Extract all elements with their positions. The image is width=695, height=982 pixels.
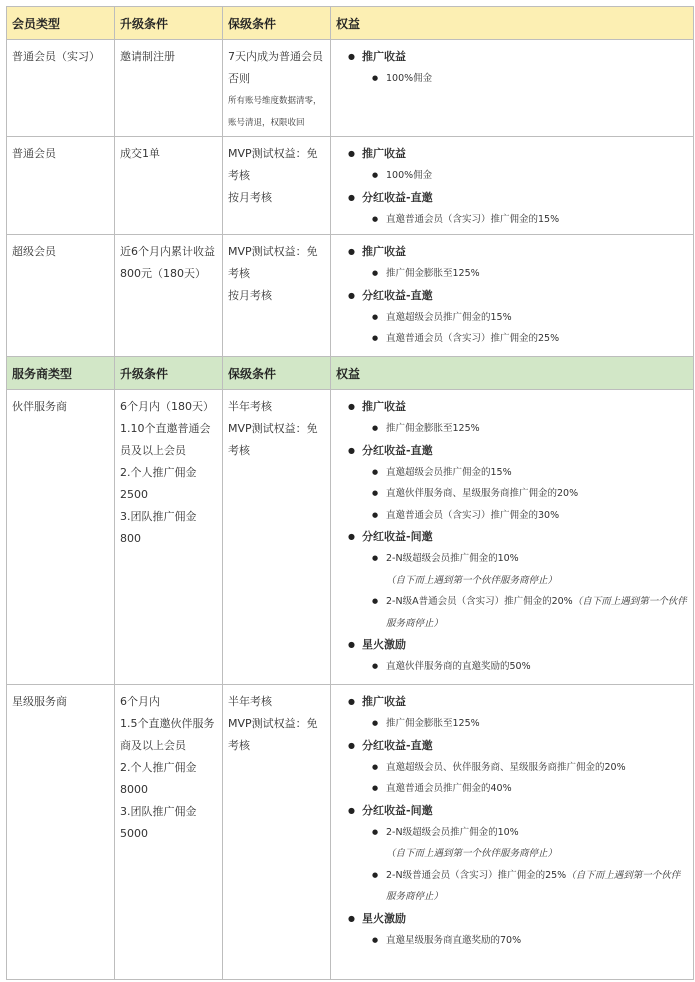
benefit-items <box>362 713 688 735</box>
upgrade-line: 成交1单 <box>120 147 160 160</box>
benefit-item <box>372 778 688 800</box>
type-label: 普通会员 <box>12 147 56 160</box>
upgrade-line: 2.个人推广佣金8000 <box>120 761 197 796</box>
table-row <box>7 235 694 357</box>
benefit-item-note: （自下而上遇到第一个伙伴服务商停止） <box>386 574 558 586</box>
header-row <box>7 357 694 390</box>
benefit-item-text: 直邀普通会员（含实习）推广佣金的15% <box>386 213 560 225</box>
benefit-item-text: 2-N级普通会员（含实习）推广佣金的25% <box>386 869 567 881</box>
benefit-title: 推广收益 <box>362 147 406 160</box>
header-cell: 升级条件 <box>115 357 223 390</box>
keep-line: MVP测试权益：免考核 <box>228 245 318 280</box>
benefits-cell <box>331 137 694 235</box>
upgrade-line: 3.团队推广佣金800 <box>120 510 197 545</box>
benefit-item <box>372 865 688 908</box>
header-cell: 升级条件 <box>115 7 223 40</box>
benefit-group <box>348 691 688 735</box>
benefit-item-text: 100%佣金 <box>386 170 433 181</box>
keep-cell <box>223 137 331 235</box>
upgrade-cell <box>115 40 223 137</box>
type-label: 伙伴服务商 <box>12 400 67 413</box>
benefit-items <box>362 418 688 440</box>
benefit-item-text: 推广佣金膨胀至125% <box>386 718 480 729</box>
header-cell: 保级条件 <box>223 357 331 390</box>
benefit-title: 分红收益-直邀 <box>362 738 433 752</box>
benefit-items <box>362 822 688 908</box>
benefit-item <box>372 548 688 591</box>
benefits-cell <box>331 40 694 137</box>
benefit-item <box>372 68 688 90</box>
benefit-item <box>372 757 688 779</box>
upgrade-cell <box>115 137 223 235</box>
benefit-title: 星火激励 <box>362 911 406 925</box>
benefit-item <box>372 713 688 735</box>
header-cell: 权益 <box>331 357 694 390</box>
type-cell <box>7 137 115 235</box>
benefit-item <box>372 165 688 187</box>
benefit-item-text: 2-N级超级会员推广佣金的10% <box>386 553 519 564</box>
benefit-group <box>348 735 688 800</box>
keep-line: 按月考核 <box>228 289 272 302</box>
benefits-cell <box>331 390 694 685</box>
benefit-items <box>362 209 688 231</box>
table-row <box>7 40 694 137</box>
keep-cell <box>223 685 331 980</box>
upgrade-line: 6个月内 <box>120 695 160 708</box>
keep-line: 半年考核 <box>228 400 272 413</box>
benefit-group <box>348 800 688 908</box>
benefit-items <box>362 930 688 952</box>
keep-note: 所有账号维度数据清零，账号清退，权限收回 <box>228 96 322 128</box>
benefit-items <box>362 165 688 187</box>
keep-line: 半年考核 <box>228 695 272 708</box>
benefit-item-text: 直邀超级会员推广佣金的15% <box>386 466 512 478</box>
benefit-title: 分红收益-直邀 <box>362 443 433 457</box>
benefit-item-text: 直邀伙伴服务商、星级服务商推广佣金的20% <box>386 488 579 499</box>
benefit-group <box>348 241 688 285</box>
upgrade-line: 近6个月内累计收益800元（180天） <box>120 245 215 280</box>
type-label: 星级服务商 <box>12 695 67 708</box>
benefit-list <box>336 685 688 951</box>
header-cell: 会员类型 <box>7 7 115 40</box>
benefit-group <box>348 396 688 440</box>
benefit-item-text: 直邀超级会员推广佣金的15% <box>386 311 512 323</box>
benefit-item-note: （自下而上遇到第一个伙伴服务商停止） <box>386 596 687 629</box>
benefit-item-text: 直邀普通会员推广佣金的40% <box>386 783 512 794</box>
benefit-item <box>372 307 688 329</box>
benefit-items <box>362 307 688 350</box>
keep-line: 按月考核 <box>228 191 272 204</box>
benefit-group <box>348 285 688 350</box>
benefit-item <box>372 418 688 440</box>
benefit-group <box>348 440 688 527</box>
benefit-item <box>372 483 688 505</box>
benefit-title: 分红收益-直邀 <box>362 288 433 302</box>
upgrade-cell <box>115 235 223 357</box>
upgrade-line: 3.团队推广佣金5000 <box>120 805 197 840</box>
type-cell <box>7 235 115 357</box>
table-row <box>7 685 694 980</box>
benefit-title: 分红收益-间邀 <box>362 530 433 543</box>
keep-cell <box>223 235 331 357</box>
benefit-group <box>348 143 688 187</box>
upgrade-line: 1.5个直邀伙伴服务商及以上会员 <box>120 717 215 752</box>
benefit-list <box>336 390 688 678</box>
header-cell: 服务商类型 <box>7 357 115 390</box>
keep-line: 否则 <box>228 72 250 85</box>
benefit-items <box>362 548 688 634</box>
benefit-items <box>362 68 688 90</box>
upgrade-cell <box>115 390 223 685</box>
upgrade-line: 2.个人推广佣金2500 <box>120 466 197 501</box>
upgrade-line: 邀请制注册 <box>120 50 175 63</box>
type-cell <box>7 390 115 685</box>
type-label: 普通会员（实习） <box>12 50 100 63</box>
benefits-cell <box>331 685 694 980</box>
type-cell <box>7 40 115 137</box>
benefit-item <box>372 209 688 231</box>
benefit-item <box>372 328 688 350</box>
benefit-item-note: （自下而上遇到第一个伙伴服务商停止） <box>386 848 558 859</box>
benefit-items <box>362 263 688 285</box>
membership-benefits-table <box>6 6 694 980</box>
benefit-item-text: 直邀星级服务商直邀奖励的70% <box>386 934 522 946</box>
keep-line: MVP测试权益：免考核 <box>228 147 318 182</box>
benefit-group <box>348 187 688 231</box>
benefit-item-text: 推广佣金膨胀至125% <box>386 268 480 279</box>
benefit-item-text: 推广佣金膨胀至125% <box>386 423 480 434</box>
benefit-list <box>336 235 688 350</box>
upgrade-line: 6个月内（180天） <box>120 400 214 413</box>
benefit-group <box>348 526 688 634</box>
benefit-title: 分红收益-直邀 <box>362 190 433 204</box>
benefit-item <box>372 656 688 678</box>
keep-line: 7天内成为普通会员 <box>228 50 323 63</box>
benefit-item <box>372 822 688 865</box>
keep-line: MVP测试权益：免考核 <box>228 717 318 752</box>
benefit-item <box>372 930 688 952</box>
benefits-cell <box>331 235 694 357</box>
header-cell: 权益 <box>331 7 694 40</box>
benefit-title: 推广收益 <box>362 400 406 413</box>
table-row <box>7 390 694 685</box>
benefit-title: 推广收益 <box>362 695 406 708</box>
benefit-item-text: 直邀普通会员（含实习）推广佣金的25% <box>386 333 560 344</box>
benefit-items <box>362 462 688 527</box>
benefit-group <box>348 634 688 678</box>
benefit-group <box>348 46 688 90</box>
benefit-item <box>372 462 688 484</box>
benefit-list <box>336 40 688 90</box>
benefit-item-text: 2-N级超级会员推广佣金的10% <box>386 826 519 838</box>
keep-line: MVP测试权益：免考核 <box>228 422 318 457</box>
benefit-list <box>336 137 688 230</box>
table-row <box>7 137 694 235</box>
benefit-items <box>362 656 688 678</box>
benefit-item <box>372 263 688 285</box>
type-cell <box>7 685 115 980</box>
benefit-item-text: 2-N级A普通会员（含实习）推广佣金的20% <box>386 596 573 607</box>
benefit-title: 星火激励 <box>362 638 406 651</box>
benefit-item-text: 直邀超级会员、伙伴服务商、星级服务商推广佣金的20% <box>386 761 626 773</box>
benefit-item <box>372 505 688 527</box>
benefit-item-text: 直邀伙伴服务商的直邀奖励的50% <box>386 661 531 672</box>
benefit-item <box>372 591 688 634</box>
keep-cell <box>223 390 331 685</box>
keep-cell <box>223 40 331 137</box>
benefit-item-text: 直邀普通会员（含实习）推广佣金的30% <box>386 509 560 521</box>
benefit-title: 推广收益 <box>362 245 406 258</box>
benefit-item-note: （自下而上遇到第一个伙伴服务商停止） <box>386 869 681 902</box>
benefit-item-text: 100%佣金 <box>386 73 433 84</box>
header-cell: 保级条件 <box>223 7 331 40</box>
benefit-title: 推广收益 <box>362 50 406 63</box>
upgrade-line: 1.10个直邀普通会员及以上会员 <box>120 422 211 457</box>
benefit-title: 分红收益-间邀 <box>362 803 433 817</box>
upgrade-cell <box>115 685 223 980</box>
benefit-items <box>362 757 688 800</box>
type-label: 超级会员 <box>12 245 56 258</box>
header-row <box>7 7 694 40</box>
benefit-group <box>348 908 688 952</box>
